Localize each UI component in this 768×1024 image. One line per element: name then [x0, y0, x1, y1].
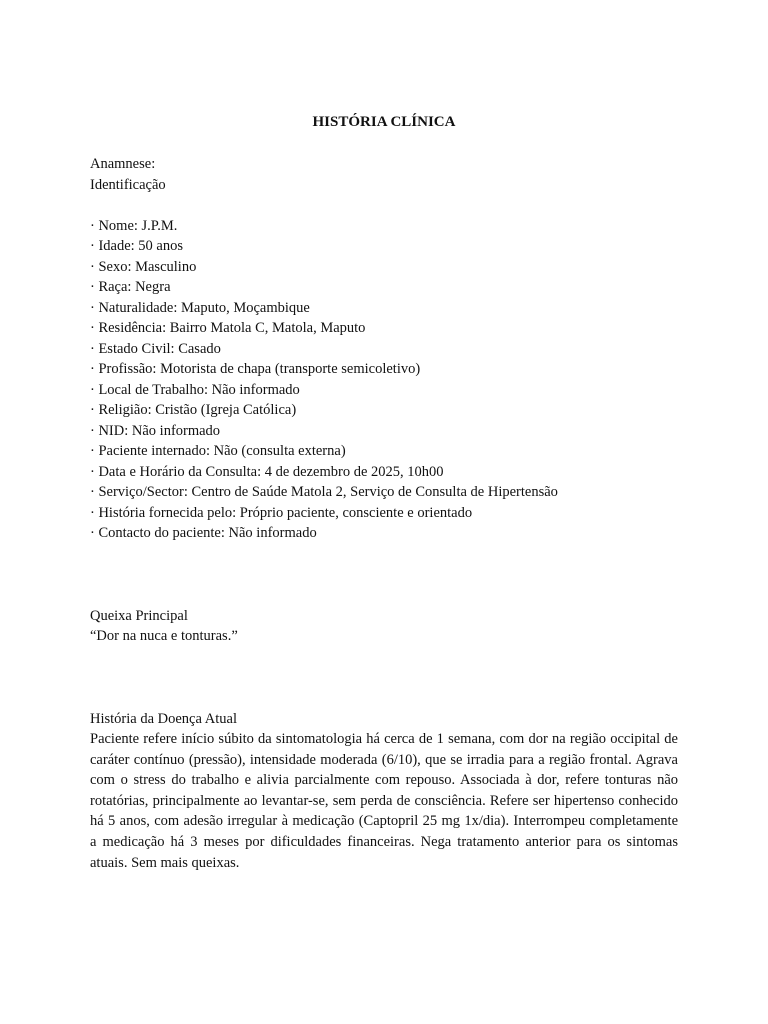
- list-item: · NID: Não informado: [90, 422, 221, 439]
- document-page: [90, 112, 678, 873]
- spacer: [90, 544, 678, 606]
- list-item: · Contacto do paciente: Não informado: [90, 525, 317, 541]
- identificacao-heading: Identificação: [90, 176, 166, 193]
- list-item: · Estado Civil: Casado: [90, 340, 221, 357]
- spacer: [90, 647, 678, 709]
- list-item: · Sexo: Masculino: [90, 258, 197, 275]
- list-item: · Profissão: Motorista de chapa (transporte semicoletivo): [90, 361, 421, 377]
- list-item: · Naturalidade: Maputo, Moçambique: [90, 299, 310, 316]
- list-item: · Paciente internado: Não (consulta externa): [90, 443, 346, 459]
- hda-paragraph: Paciente refere início súbito da sintomatologia há cerca de 1 semana, com dor na região occipital de caráter contínuo (pressão), intensidade moderada (6/10), que se irradia para a região frontal. Agrava com o stress do trabalho e alivia parcialmente com repouso. Associada à dor, refere tonturas não rotatórias, principalmente ao levantar-se, sem perda de consciência. Refere ser hipertenso conhecido há 5 anos, com adesão irregular à medicação (Captopril 25 mg 1x/dia). Interrompeu completamente a medicação há 3 meses por dificuldades financeiras. Nega tratamento anterior para os sintomas atuais. Sem mais queixas.: [90, 731, 678, 871]
- document-title: HISTÓRIA CLÍNICA: [312, 114, 456, 130]
- list-item: · Local de Trabalho: Não informado: [90, 381, 300, 398]
- list-item: · Religião: Cristão (Igreja Católica): [90, 402, 297, 418]
- list-item: · Idade: 50 anos: [90, 238, 184, 254]
- list-item: · Raça: Negra: [90, 279, 171, 295]
- identificacao-list: [90, 216, 678, 544]
- list-item: · Serviço/Sector: Centro de Saúde Matola 2, Serviço de Consulta de Hipertensão: [90, 484, 558, 500]
- list-item: · Nome: J.P.M.: [90, 217, 178, 234]
- list-item: · Residência: Bairro Matola C, Matola, Maputo: [90, 320, 366, 336]
- list-item: · História fornecida pelo: Próprio paciente, consciente e orientado: [90, 504, 473, 521]
- queixa-principal-heading: Queixa Principal: [90, 607, 188, 624]
- queixa-principal-text: “Dor na nuca e tonturas.”: [90, 628, 238, 644]
- hda-heading: História da Doença Atual: [90, 710, 237, 727]
- spacer: [90, 195, 678, 216]
- anamnese-heading: Anamnese:: [90, 156, 156, 172]
- list-item: · Data e Horário da Consulta: 4 de dezembro de 2025, 10h00: [90, 463, 444, 480]
